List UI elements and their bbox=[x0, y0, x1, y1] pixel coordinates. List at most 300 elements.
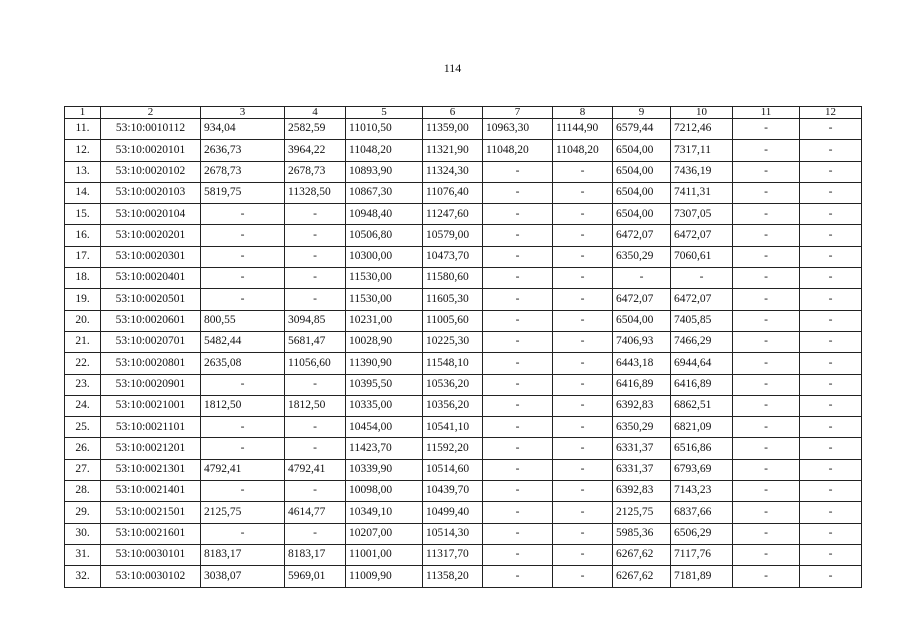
col-12-value: - bbox=[800, 161, 862, 182]
col-8-value: - bbox=[553, 246, 613, 267]
col-11-value: - bbox=[733, 459, 800, 480]
col-8-value: - bbox=[553, 481, 613, 502]
row-number: 24. bbox=[65, 395, 101, 416]
col-8-value: - bbox=[553, 268, 613, 289]
col-9-value: - bbox=[613, 268, 671, 289]
cadastral-number: 53:10:0020102 bbox=[101, 161, 201, 182]
col-11-value: - bbox=[733, 438, 800, 459]
col-8-value: - bbox=[553, 417, 613, 438]
col-11-value: - bbox=[733, 523, 800, 544]
column-header: 3 bbox=[201, 107, 285, 119]
row-number: 17. bbox=[65, 246, 101, 267]
col-5-value: 10867,30 bbox=[346, 182, 423, 203]
col-4-value: - bbox=[285, 225, 346, 246]
col-5-value: 11530,00 bbox=[346, 289, 423, 310]
col-4-value: 4792,41 bbox=[285, 459, 346, 480]
col-7-value: - bbox=[483, 502, 553, 523]
col-6-value: 11324,30 bbox=[423, 161, 483, 182]
col-3-value: 1812,50 bbox=[201, 395, 285, 416]
cadastral-number: 53:10:0030102 bbox=[101, 566, 201, 587]
col-8-value: - bbox=[553, 182, 613, 203]
col-6-value: 11580,60 bbox=[423, 268, 483, 289]
col-7-value: - bbox=[483, 182, 553, 203]
col-5-value: 10454,00 bbox=[346, 417, 423, 438]
col-11-value: - bbox=[733, 182, 800, 203]
col-10-value: 6793,69 bbox=[671, 459, 733, 480]
table-row bbox=[65, 204, 862, 225]
col-6-value: 10473,70 bbox=[423, 246, 483, 267]
column-header: 2 bbox=[101, 107, 201, 119]
col-8-value: - bbox=[553, 566, 613, 587]
col-10-value: 6416,89 bbox=[671, 374, 733, 395]
row-number: 27. bbox=[65, 459, 101, 480]
col-10-value: 7411,31 bbox=[671, 182, 733, 203]
col-6-value: 11358,20 bbox=[423, 566, 483, 587]
col-12-value: - bbox=[800, 119, 862, 140]
col-7-value: - bbox=[483, 395, 553, 416]
cadastral-number: 53:10:0020501 bbox=[101, 289, 201, 310]
col-12-value: - bbox=[800, 225, 862, 246]
col-9-value: 6331,37 bbox=[613, 438, 671, 459]
col-9-value: 6392,83 bbox=[613, 395, 671, 416]
row-number: 26. bbox=[65, 438, 101, 459]
col-11-value: - bbox=[733, 566, 800, 587]
col-9-value: 6267,62 bbox=[613, 544, 671, 565]
row-number: 20. bbox=[65, 310, 101, 331]
table-row bbox=[65, 523, 862, 544]
col-5-value: 11423,70 bbox=[346, 438, 423, 459]
col-8-value: - bbox=[553, 374, 613, 395]
col-12-value: - bbox=[800, 140, 862, 161]
col-6-value: 11247,60 bbox=[423, 204, 483, 225]
col-5-value: 10335,00 bbox=[346, 395, 423, 416]
table-row bbox=[65, 544, 862, 565]
col-7-value: - bbox=[483, 481, 553, 502]
cadastral-number: 53:10:0020601 bbox=[101, 310, 201, 331]
col-9-value: 5985,36 bbox=[613, 523, 671, 544]
col-10-value: 6472,07 bbox=[671, 289, 733, 310]
table-row bbox=[65, 182, 862, 203]
cadastral-number: 53:10:0010112 bbox=[101, 119, 201, 140]
col-3-value: 8183,17 bbox=[201, 544, 285, 565]
col-5-value: 10207,00 bbox=[346, 523, 423, 544]
col-9-value: 6472,07 bbox=[613, 289, 671, 310]
data-table bbox=[64, 106, 862, 588]
col-6-value: 10579,00 bbox=[423, 225, 483, 246]
col-7-value: - bbox=[483, 204, 553, 225]
col-4-value: - bbox=[285, 246, 346, 267]
col-5-value: 11010,50 bbox=[346, 119, 423, 140]
col-4-value: 11328,50 bbox=[285, 182, 346, 203]
col-7-value: - bbox=[483, 161, 553, 182]
col-7-value: - bbox=[483, 544, 553, 565]
col-5-value: 11009,90 bbox=[346, 566, 423, 587]
col-9-value: 6416,89 bbox=[613, 374, 671, 395]
col-11-value: - bbox=[733, 481, 800, 502]
table-row bbox=[65, 246, 862, 267]
col-4-value: 5681,47 bbox=[285, 331, 346, 352]
table-row bbox=[65, 438, 862, 459]
col-3-value: - bbox=[201, 374, 285, 395]
row-number: 21. bbox=[65, 331, 101, 352]
col-7-value: - bbox=[483, 225, 553, 246]
table-row bbox=[65, 140, 862, 161]
col-6-value: 10536,20 bbox=[423, 374, 483, 395]
col-10-value: 7307,05 bbox=[671, 204, 733, 225]
table-row bbox=[65, 119, 862, 140]
col-7-value: 10963,30 bbox=[483, 119, 553, 140]
col-4-value: - bbox=[285, 374, 346, 395]
cadastral-number: 53:10:0020701 bbox=[101, 331, 201, 352]
col-4-value: - bbox=[285, 438, 346, 459]
col-6-value: 11076,40 bbox=[423, 182, 483, 203]
col-8-value: - bbox=[553, 331, 613, 352]
col-5-value: 10098,00 bbox=[346, 481, 423, 502]
col-11-value: - bbox=[733, 395, 800, 416]
col-8-value: 11144,90 bbox=[553, 119, 613, 140]
cadastral-number: 53:10:0021601 bbox=[101, 523, 201, 544]
col-4-value: 11056,60 bbox=[285, 353, 346, 374]
col-5-value: 10893,90 bbox=[346, 161, 423, 182]
col-3-value: 2636,73 bbox=[201, 140, 285, 161]
col-3-value: - bbox=[201, 523, 285, 544]
col-12-value: - bbox=[800, 544, 862, 565]
col-3-value: - bbox=[201, 289, 285, 310]
col-12-value: - bbox=[800, 459, 862, 480]
col-7-value: - bbox=[483, 459, 553, 480]
col-11-value: - bbox=[733, 289, 800, 310]
cadastral-number: 53:10:0020901 bbox=[101, 374, 201, 395]
col-10-value: 6516,86 bbox=[671, 438, 733, 459]
col-12-value: - bbox=[800, 268, 862, 289]
col-10-value: 7466,29 bbox=[671, 331, 733, 352]
col-3-value: 4792,41 bbox=[201, 459, 285, 480]
col-12-value: - bbox=[800, 204, 862, 225]
col-11-value: - bbox=[733, 502, 800, 523]
col-10-value: 7143,23 bbox=[671, 481, 733, 502]
col-4-value: 4614,77 bbox=[285, 502, 346, 523]
row-number: 16. bbox=[65, 225, 101, 246]
table-row bbox=[65, 502, 862, 523]
column-header: 11 bbox=[733, 107, 800, 119]
cadastral-number: 53:10:0020801 bbox=[101, 353, 201, 374]
row-number: 23. bbox=[65, 374, 101, 395]
cadastral-number: 53:10:0021301 bbox=[101, 459, 201, 480]
column-header: 1 bbox=[65, 107, 101, 119]
row-number: 15. bbox=[65, 204, 101, 225]
col-4-value: 1812,50 bbox=[285, 395, 346, 416]
col-12-value: - bbox=[800, 246, 862, 267]
col-11-value: - bbox=[733, 310, 800, 331]
col-8-value: - bbox=[553, 502, 613, 523]
col-11-value: - bbox=[733, 225, 800, 246]
col-12-value: - bbox=[800, 374, 862, 395]
column-header: 5 bbox=[346, 107, 423, 119]
table-header-row bbox=[65, 107, 862, 119]
col-6-value: 11321,90 bbox=[423, 140, 483, 161]
col-8-value: - bbox=[553, 310, 613, 331]
col-11-value: - bbox=[733, 374, 800, 395]
col-8-value: - bbox=[553, 544, 613, 565]
col-7-value: - bbox=[483, 268, 553, 289]
col-4-value: 5969,01 bbox=[285, 566, 346, 587]
col-3-value: 800,55 bbox=[201, 310, 285, 331]
col-9-value: 6504,00 bbox=[613, 182, 671, 203]
col-9-value: 6504,00 bbox=[613, 310, 671, 331]
col-9-value: 6350,29 bbox=[613, 246, 671, 267]
table-row bbox=[65, 310, 862, 331]
col-3-value: 934,04 bbox=[201, 119, 285, 140]
col-12-value: - bbox=[800, 566, 862, 587]
col-3-value: 5819,75 bbox=[201, 182, 285, 203]
row-number: 29. bbox=[65, 502, 101, 523]
col-8-value: - bbox=[553, 204, 613, 225]
col-6-value: 10225,30 bbox=[423, 331, 483, 352]
col-7-value: - bbox=[483, 289, 553, 310]
col-4-value: - bbox=[285, 417, 346, 438]
col-3-value: - bbox=[201, 268, 285, 289]
col-11-value: - bbox=[733, 140, 800, 161]
column-header: 4 bbox=[285, 107, 346, 119]
table-row bbox=[65, 268, 862, 289]
col-4-value: 8183,17 bbox=[285, 544, 346, 565]
table-row bbox=[65, 374, 862, 395]
col-7-value: - bbox=[483, 246, 553, 267]
table-row bbox=[65, 331, 862, 352]
col-5-value: 11001,00 bbox=[346, 544, 423, 565]
col-4-value: - bbox=[285, 523, 346, 544]
col-3-value: 3038,07 bbox=[201, 566, 285, 587]
col-11-value: - bbox=[733, 161, 800, 182]
col-7-value: - bbox=[483, 353, 553, 374]
col-8-value: 11048,20 bbox=[553, 140, 613, 161]
row-number: 13. bbox=[65, 161, 101, 182]
col-5-value: 10339,90 bbox=[346, 459, 423, 480]
col-10-value: 6821,09 bbox=[671, 417, 733, 438]
table-row bbox=[65, 566, 862, 587]
col-5-value: 10395,50 bbox=[346, 374, 423, 395]
col-10-value: 7436,19 bbox=[671, 161, 733, 182]
col-11-value: - bbox=[733, 246, 800, 267]
col-8-value: - bbox=[553, 395, 613, 416]
cadastral-number: 53:10:0020103 bbox=[101, 182, 201, 203]
table-row bbox=[65, 417, 862, 438]
col-5-value: 10028,90 bbox=[346, 331, 423, 352]
col-11-value: - bbox=[733, 353, 800, 374]
col-9-value: 6331,37 bbox=[613, 459, 671, 480]
col-5-value: 10231,00 bbox=[346, 310, 423, 331]
col-11-value: - bbox=[733, 204, 800, 225]
column-header: 12 bbox=[800, 107, 862, 119]
col-7-value: - bbox=[483, 417, 553, 438]
col-4-value: - bbox=[285, 268, 346, 289]
column-header: 6 bbox=[423, 107, 483, 119]
col-8-value: - bbox=[553, 353, 613, 374]
col-3-value: 2125,75 bbox=[201, 502, 285, 523]
table-row bbox=[65, 225, 862, 246]
col-9-value: 6504,00 bbox=[613, 204, 671, 225]
cadastral-number: 53:10:0021401 bbox=[101, 481, 201, 502]
col-11-value: - bbox=[733, 331, 800, 352]
col-12-value: - bbox=[800, 353, 862, 374]
col-7-value: - bbox=[483, 566, 553, 587]
cadastral-number: 53:10:0021501 bbox=[101, 502, 201, 523]
col-4-value: 2582,59 bbox=[285, 119, 346, 140]
col-12-value: - bbox=[800, 310, 862, 331]
col-3-value: - bbox=[201, 225, 285, 246]
col-6-value: 11005,60 bbox=[423, 310, 483, 331]
col-3-value: - bbox=[201, 417, 285, 438]
table-row bbox=[65, 459, 862, 480]
col-3-value: 2635,08 bbox=[201, 353, 285, 374]
col-3-value: 2678,73 bbox=[201, 161, 285, 182]
col-12-value: - bbox=[800, 481, 862, 502]
col-8-value: - bbox=[553, 289, 613, 310]
row-number: 18. bbox=[65, 268, 101, 289]
col-7-value: - bbox=[483, 438, 553, 459]
col-9-value: 6472,07 bbox=[613, 225, 671, 246]
col-10-value: 6506,29 bbox=[671, 523, 733, 544]
col-11-value: - bbox=[733, 119, 800, 140]
col-9-value: 6504,00 bbox=[613, 161, 671, 182]
col-10-value: - bbox=[671, 268, 733, 289]
column-header: 10 bbox=[671, 107, 733, 119]
col-4-value: - bbox=[285, 289, 346, 310]
col-4-value: 3094,85 bbox=[285, 310, 346, 331]
col-9-value: 6392,83 bbox=[613, 481, 671, 502]
column-header: 7 bbox=[483, 107, 553, 119]
col-6-value: 11548,10 bbox=[423, 353, 483, 374]
col-3-value: 5482,44 bbox=[201, 331, 285, 352]
col-11-value: - bbox=[733, 544, 800, 565]
table-row bbox=[65, 481, 862, 502]
col-5-value: 10506,80 bbox=[346, 225, 423, 246]
col-8-value: - bbox=[553, 438, 613, 459]
col-6-value: 10356,20 bbox=[423, 395, 483, 416]
cadastral-number: 53:10:0020201 bbox=[101, 225, 201, 246]
cadastral-number: 53:10:0020301 bbox=[101, 246, 201, 267]
row-number: 25. bbox=[65, 417, 101, 438]
col-9-value: 6350,29 bbox=[613, 417, 671, 438]
col-4-value: 2678,73 bbox=[285, 161, 346, 182]
col-6-value: 10499,40 bbox=[423, 502, 483, 523]
col-10-value: 7212,46 bbox=[671, 119, 733, 140]
col-12-value: - bbox=[800, 438, 862, 459]
cadastral-number: 53:10:0021001 bbox=[101, 395, 201, 416]
col-6-value: 10514,30 bbox=[423, 523, 483, 544]
col-7-value: 11048,20 bbox=[483, 140, 553, 161]
col-3-value: - bbox=[201, 204, 285, 225]
row-number: 22. bbox=[65, 353, 101, 374]
col-6-value: 11359,00 bbox=[423, 119, 483, 140]
col-9-value: 6504,00 bbox=[613, 140, 671, 161]
col-10-value: 6944,64 bbox=[671, 353, 733, 374]
col-10-value: 6837,66 bbox=[671, 502, 733, 523]
col-7-value: - bbox=[483, 374, 553, 395]
col-12-value: - bbox=[800, 182, 862, 203]
col-12-value: - bbox=[800, 502, 862, 523]
cadastral-number: 53:10:0020101 bbox=[101, 140, 201, 161]
col-9-value: 2125,75 bbox=[613, 502, 671, 523]
row-number: 12. bbox=[65, 140, 101, 161]
row-number: 14. bbox=[65, 182, 101, 203]
col-8-value: - bbox=[553, 161, 613, 182]
col-9-value: 6579,44 bbox=[613, 119, 671, 140]
col-8-value: - bbox=[553, 459, 613, 480]
row-number: 32. bbox=[65, 566, 101, 587]
col-6-value: 10439,70 bbox=[423, 481, 483, 502]
cadastral-number: 53:10:0020401 bbox=[101, 268, 201, 289]
table-row bbox=[65, 395, 862, 416]
col-6-value: 10541,10 bbox=[423, 417, 483, 438]
col-12-value: - bbox=[800, 523, 862, 544]
col-10-value: 7117,76 bbox=[671, 544, 733, 565]
col-4-value: 3964,22 bbox=[285, 140, 346, 161]
col-3-value: - bbox=[201, 246, 285, 267]
col-9-value: 6267,62 bbox=[613, 566, 671, 587]
row-number: 11. bbox=[65, 119, 101, 140]
col-7-value: - bbox=[483, 310, 553, 331]
column-header: 8 bbox=[553, 107, 613, 119]
col-5-value: 11530,00 bbox=[346, 268, 423, 289]
col-6-value: 11592,20 bbox=[423, 438, 483, 459]
col-3-value: - bbox=[201, 481, 285, 502]
col-10-value: 7060,61 bbox=[671, 246, 733, 267]
col-10-value: 7317,11 bbox=[671, 140, 733, 161]
col-9-value: 7406,93 bbox=[613, 331, 671, 352]
col-12-value: - bbox=[800, 331, 862, 352]
col-10-value: 6472,07 bbox=[671, 225, 733, 246]
col-12-value: - bbox=[800, 289, 862, 310]
row-number: 19. bbox=[65, 289, 101, 310]
col-5-value: 10948,40 bbox=[346, 204, 423, 225]
table-row bbox=[65, 289, 862, 310]
row-number: 28. bbox=[65, 481, 101, 502]
cadastral-number: 53:10:0020104 bbox=[101, 204, 201, 225]
cadastral-number: 53:10:0021101 bbox=[101, 417, 201, 438]
col-10-value: 6862,51 bbox=[671, 395, 733, 416]
col-12-value: - bbox=[800, 395, 862, 416]
col-6-value: 11317,70 bbox=[423, 544, 483, 565]
col-10-value: 7181,89 bbox=[671, 566, 733, 587]
col-6-value: 11605,30 bbox=[423, 289, 483, 310]
col-5-value: 11048,20 bbox=[346, 140, 423, 161]
col-6-value: 10514,60 bbox=[423, 459, 483, 480]
col-11-value: - bbox=[733, 268, 800, 289]
col-3-value: - bbox=[201, 438, 285, 459]
column-header: 9 bbox=[613, 107, 671, 119]
col-11-value: - bbox=[733, 417, 800, 438]
cadastral-number: 53:10:0021201 bbox=[101, 438, 201, 459]
col-8-value: - bbox=[553, 523, 613, 544]
col-4-value: - bbox=[285, 204, 346, 225]
col-8-value: - bbox=[553, 225, 613, 246]
col-7-value: - bbox=[483, 523, 553, 544]
col-7-value: - bbox=[483, 331, 553, 352]
row-number: 31. bbox=[65, 544, 101, 565]
col-10-value: 7405,85 bbox=[671, 310, 733, 331]
col-5-value: 10300,00 bbox=[346, 246, 423, 267]
col-9-value: 6443,18 bbox=[613, 353, 671, 374]
col-5-value: 10349,10 bbox=[346, 502, 423, 523]
table-row bbox=[65, 353, 862, 374]
col-5-value: 11390,90 bbox=[346, 353, 423, 374]
page-number: 114 bbox=[443, 61, 462, 75]
col-12-value: - bbox=[800, 417, 862, 438]
row-number: 30. bbox=[65, 523, 101, 544]
col-4-value: - bbox=[285, 481, 346, 502]
cadastral-number: 53:10:0030101 bbox=[101, 544, 201, 565]
